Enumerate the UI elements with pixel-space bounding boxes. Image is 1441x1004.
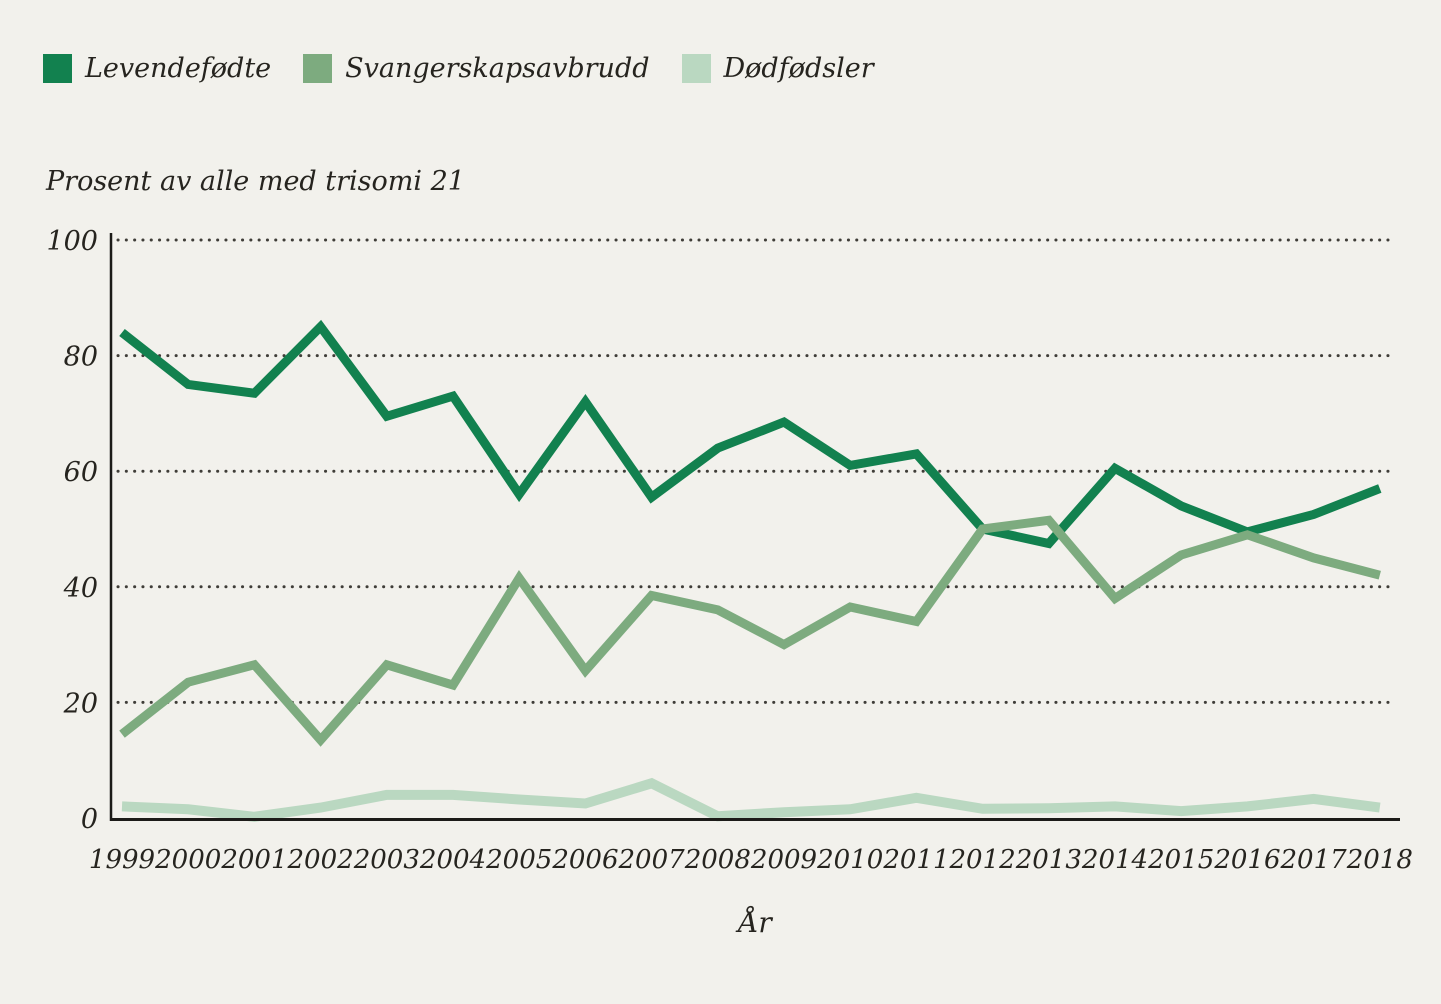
legend-label: Svangerskapsavbrudd xyxy=(345,53,650,84)
x-tick-label: 2013 xyxy=(1015,845,1082,875)
y-tick-label: 0 xyxy=(80,804,98,835)
x-tick-label: 2017 xyxy=(1280,845,1347,875)
x-tick-label: 2004 xyxy=(419,845,487,875)
x-tick-label: 1999 xyxy=(88,845,156,875)
x-tick-label: 2009 xyxy=(750,845,818,875)
y-tick-label: 40 xyxy=(63,572,98,604)
x-tick-label: 2008 xyxy=(684,845,751,875)
legend-label: Levendefødte xyxy=(85,53,272,84)
x-tick-label: 2006 xyxy=(552,845,619,875)
x-tick-label: 2011 xyxy=(883,845,950,875)
x-tick-label: 2015 xyxy=(1148,845,1215,875)
x-tick-label: 2002 xyxy=(287,845,354,875)
x-tick-label: 2016 xyxy=(1214,845,1281,875)
x-tick-label: 2000 xyxy=(155,845,222,875)
x-axis-title: År xyxy=(738,906,772,939)
y-tick-label: 20 xyxy=(63,688,98,720)
x-tick-label: 2010 xyxy=(817,845,884,875)
x-tick-label: 2018 xyxy=(1346,845,1413,875)
series-line-1 xyxy=(122,327,1380,544)
x-tick-label: 2007 xyxy=(618,845,685,875)
series-line-3 xyxy=(122,783,1380,817)
y-axis-title: Prosent av alle med trisomi 21 xyxy=(46,166,465,197)
x-tick-label: 2012 xyxy=(949,845,1016,875)
y-tick-label: 80 xyxy=(63,341,98,373)
x-tick-label: 2003 xyxy=(353,845,420,875)
x-tick-label: 2001 xyxy=(221,845,288,875)
y-tick-label: 60 xyxy=(63,457,98,489)
x-tick-label: 2005 xyxy=(486,845,553,875)
legend-label: Dødfødsler xyxy=(723,53,874,84)
y-tick-label: 100 xyxy=(46,226,98,257)
series-line-2 xyxy=(122,520,1380,740)
x-tick-label: 2014 xyxy=(1081,845,1149,875)
